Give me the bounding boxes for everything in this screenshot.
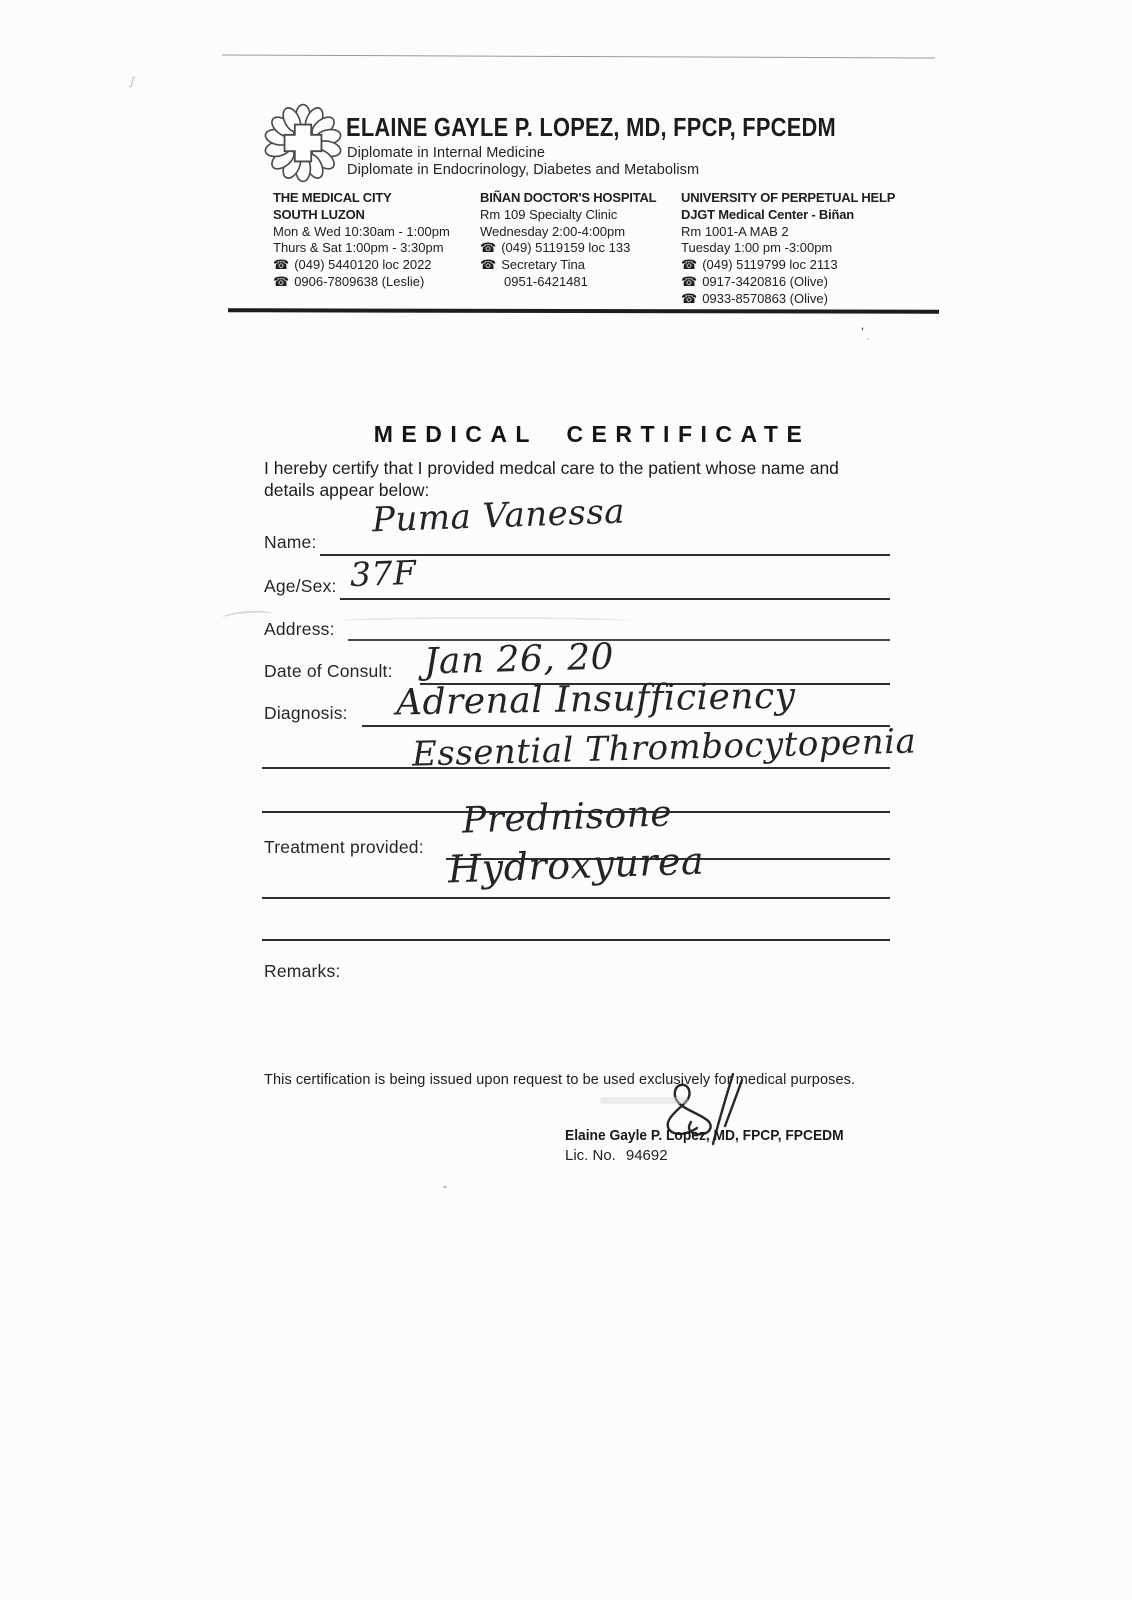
credential-line-2: Diplomate in Endocrinology, Diabetes and Metabolism [347, 162, 700, 178]
phone-icon: ☎ [273, 257, 290, 273]
diagnosis-label: Diagnosis: [264, 703, 348, 723]
clinic-title: UNIVERSITY OF PERPETUAL HELP [681, 190, 896, 205]
clinic-phone-row [681, 291, 928, 308]
diagnosis-line2-handwritten: Essential Thrombocytopenia [411, 721, 917, 775]
clinic-title-2: DJGT Medical Center - Biñan [681, 206, 855, 222]
certification-intro: I hereby certify that I provided medcal care to the patient whose name and details appear below: [264, 458, 839, 500]
page-title: MEDICAL CERTIFICATE [373, 421, 811, 447]
clinic-phone: 0906-7809638 (Leslie) [294, 273, 425, 289]
age-sex-label: Age/Sex: [264, 576, 337, 596]
clinic-schedule: Rm 109 Specialty Clinic [480, 206, 618, 222]
clinic-columns [273, 190, 928, 308]
scan-artifact-speck [867, 338, 869, 340]
scan-artifact-speck [443, 1186, 447, 1188]
doctor-name: ELAINE GAYLE P. LOPEZ, MD, FPCP, FPCEDM [346, 112, 836, 142]
clinic-schedule: Tuesday 1:00 pm -3:00pm [681, 240, 833, 256]
license-row [565, 1147, 668, 1164]
scan-artifact-tick: ʼ [861, 325, 865, 341]
clinic-phone: 0951-6421481 [504, 273, 588, 289]
age-sex-value-handwritten: 37F [349, 552, 418, 595]
clinic-phone-row [480, 240, 681, 257]
clinic-schedule: Mon & Wed 10:30am - 1:00pm [273, 223, 450, 239]
certification-footer-note: This certification is being issued upon request to be used exclusively for medical purposes. [264, 1072, 856, 1088]
license-number: 94692 [625, 1147, 668, 1164]
clinic-phone-row [480, 257, 681, 274]
date-of-consult-label: Date of Consult: [264, 661, 393, 681]
phone-icon: ☎ [681, 290, 698, 306]
clinic-phone: 0917-3420816 (Olive) [702, 273, 828, 289]
phone-icon: ☎ [480, 240, 497, 256]
name-value-handwritten: Puma Vanessa [371, 491, 626, 541]
clinic-title-2: SOUTH LUZON [273, 206, 365, 222]
phone-icon: ☎ [681, 273, 698, 289]
clinic-phone-row [273, 274, 480, 291]
clinic-secretary: Secretary Tina [501, 257, 586, 273]
treatment-line2-handwritten: Hydroxyurea [447, 838, 705, 892]
phone-icon: ☎ [480, 257, 497, 273]
signatory-name: Elaine Gayle P. Lopez, MD, FPCP, FPCEDM [565, 1127, 844, 1144]
clinic-phone: 0933-8570863 (Olive) [702, 290, 828, 306]
treatment-line1-handwritten: Prednisone [461, 793, 673, 842]
name-label: Name: [264, 532, 317, 552]
clinic-perpetual-help [681, 190, 928, 308]
diagnosis-line1-handwritten: Adrenal Insufficiency [395, 675, 796, 724]
clinic-phone-row [273, 257, 480, 274]
license-label: Lic. No. [565, 1147, 616, 1164]
treatment-field-line-3 [262, 939, 890, 941]
scan-artifact-pencil-mark: ʃ [129, 73, 136, 89]
clinic-schedule: Thurs & Sat 1:00pm - 3:30pm [273, 240, 444, 256]
date-value-handwritten: Jan 26, 20 [423, 636, 615, 683]
header-divider [228, 308, 939, 313]
phone-icon: ☎ [273, 273, 290, 289]
clinic-medical-city [273, 190, 480, 308]
top-divider [222, 54, 935, 58]
clinic-phone-row [681, 257, 928, 274]
clinic-phone: (049) 5119159 loc 133 [501, 240, 631, 256]
clinic-schedule: Wednesday 2:00-4:00pm [480, 223, 626, 239]
clinic-title: THE MEDICAL CITY [273, 190, 392, 205]
clinic-binan-doctors [480, 190, 681, 308]
clinic-title: BIÑAN DOCTOR'S HOSPITAL [480, 190, 657, 205]
clinic-logo-icon [263, 103, 343, 183]
age-sex-field-line [340, 598, 890, 600]
clinic-phone: (049) 5119799 loc 2113 [702, 257, 838, 273]
credential-line-1: Diplomate in Internal Medicine [347, 145, 546, 161]
phone-icon: ☎ [681, 257, 698, 273]
clinic-room: Rm 1001-A MAB 2 [681, 223, 789, 239]
address-label: Address: [264, 619, 335, 639]
clinic-phone-row [681, 274, 928, 291]
remarks-label: Remarks: [264, 961, 341, 981]
scan-artifact-smudge [340, 617, 630, 625]
clinic-phone: (049) 5440120 loc 2022 [294, 257, 432, 273]
treatment-label: Treatment provided: [264, 837, 424, 857]
treatment-field-line-2 [262, 897, 890, 899]
